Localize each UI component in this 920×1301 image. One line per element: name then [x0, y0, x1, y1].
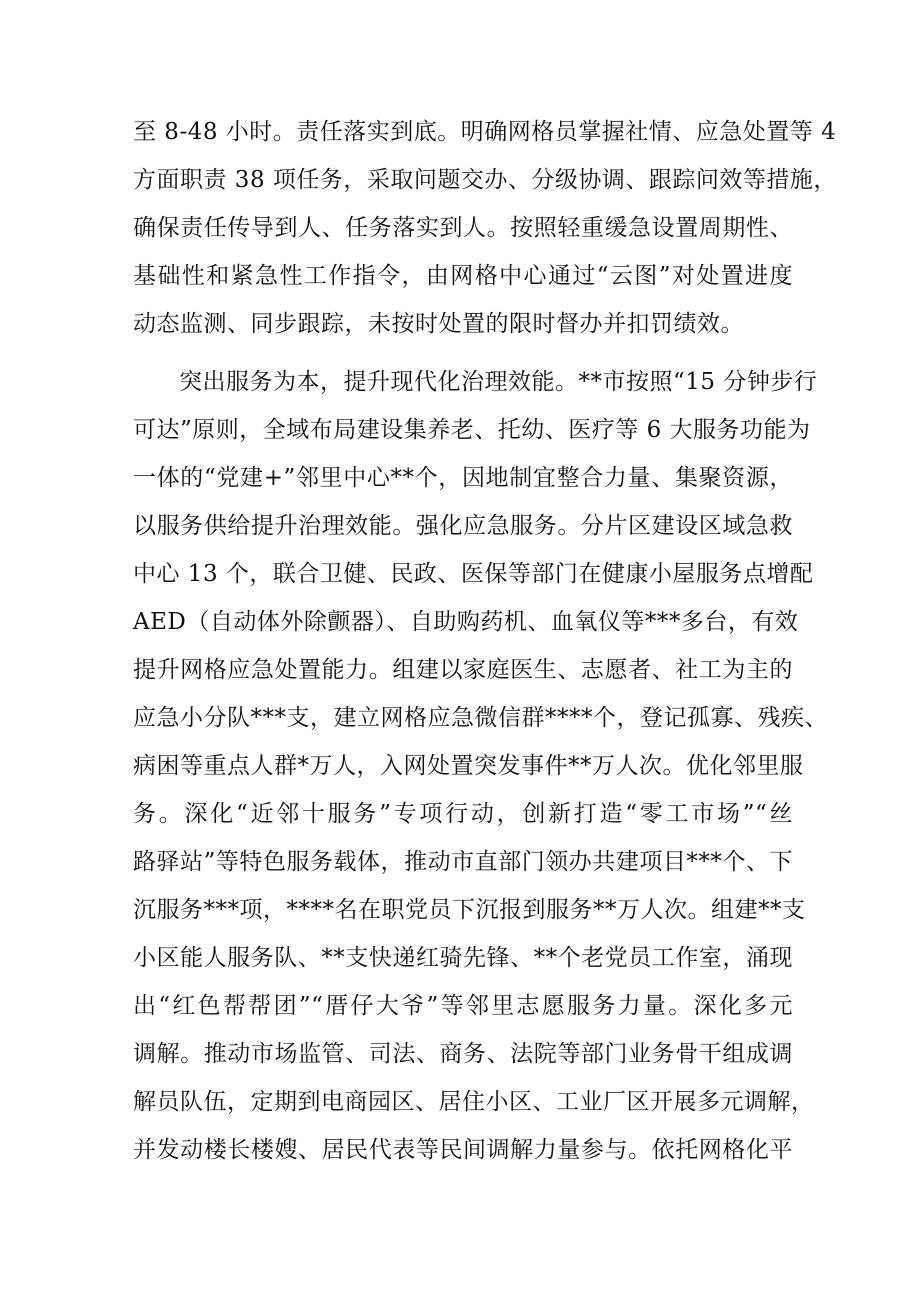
paragraph-2-line-14: 出“红色帮帮团”“厝仔大爷”等邻里志愿服务力量。深化多元 [133, 993, 793, 1019]
paragraph-1-line-1: 至 8-48 小时。责任落实到底。明确网格员掌握社情、应急处置等 4 [133, 119, 837, 145]
paragraph-1-line-2: 方面职责 38 项任务，采取问题交办、分级协调、跟踪问效等措施， [133, 167, 837, 193]
paragraph-2-line-8: 应急小分队***支，建立网格应急微信群****个，登记孤寡、残疾、 [133, 705, 828, 731]
paragraph-2-line-4: 以服务供给提升治理效能。强化应急服务。分片区建设区域急救 [133, 513, 793, 539]
paragraph-2-line-6: AED（自动体外除颤器）、自助购药机、血氧仪等***多台，有效 [133, 609, 799, 635]
paragraph-2-line-16: 解员队伍，定期到电商园区、居住小区、工业厂区开展多元调解， [133, 1089, 815, 1115]
paragraph-2-line-7: 提升网格应急处置能力。组建以家庭医生、志愿者、社工为主的 [133, 657, 793, 683]
paragraph-2-line-17: 并发动楼长楼嫂、居民代表等民间调解力量参与。依托网格化平 [133, 1137, 793, 1163]
paragraph-2-line-15: 调解。推动市场监管、司法、商务、法院等部门业务骨干组成调 [133, 1041, 793, 1067]
paragraph-2-line-3: 一体的“党建+”邻里中心**个，因地制宜整合力量、集聚资源， [133, 465, 793, 491]
paragraph-2-line-10: 务。深化“近邻十服务”专项行动，创新打造“零工市场”“丝 [133, 801, 793, 827]
paragraph-2-line-12: 沉服务***项，****名在职党员下沉报到服务**万人次。组建**支 [133, 897, 806, 923]
paragraph-2-line-2: 可达”原则，全域布局建设集养老、托幼、医疗等 6 大服务功能为 [133, 417, 811, 443]
paragraph-1-line-3: 确保责任传导到人、任务落实到人。按照轻重缓急设置周期性、 [133, 215, 793, 241]
paragraph-1-line-4: 基础性和紧急性工作指令，由网格中心通过“云图”对处置进度 [133, 263, 793, 289]
paragraph-2-line-5: 中心 13 个，联合卫健、民政、医保等部门在健康小屋服务点增配 [133, 561, 814, 587]
paragraph-1 [133, 108, 837, 348]
paragraph-2-line-11: 路驿站”等特色服务载体，推动市直部门领办共建项目***个、下 [133, 849, 793, 875]
paragraph-2-line-1: 突出服务为本，提升现代化治理效能。**市按照“15 分钟步行 [179, 369, 818, 395]
paragraph-2-line-9: 病困等重点人群*万人，入网处置突发事件**万人次。优化邻里服 [133, 753, 804, 779]
paragraph-2 [133, 358, 828, 1174]
paragraph-1-line-5: 动态监测、同步跟踪，未按时处置的限时督办并扣罚绩效。 [133, 311, 744, 337]
paragraph-2-line-13: 小区能人服务队、**支快递红骑先锋、**个老党员工作室，涌现 [133, 945, 793, 971]
